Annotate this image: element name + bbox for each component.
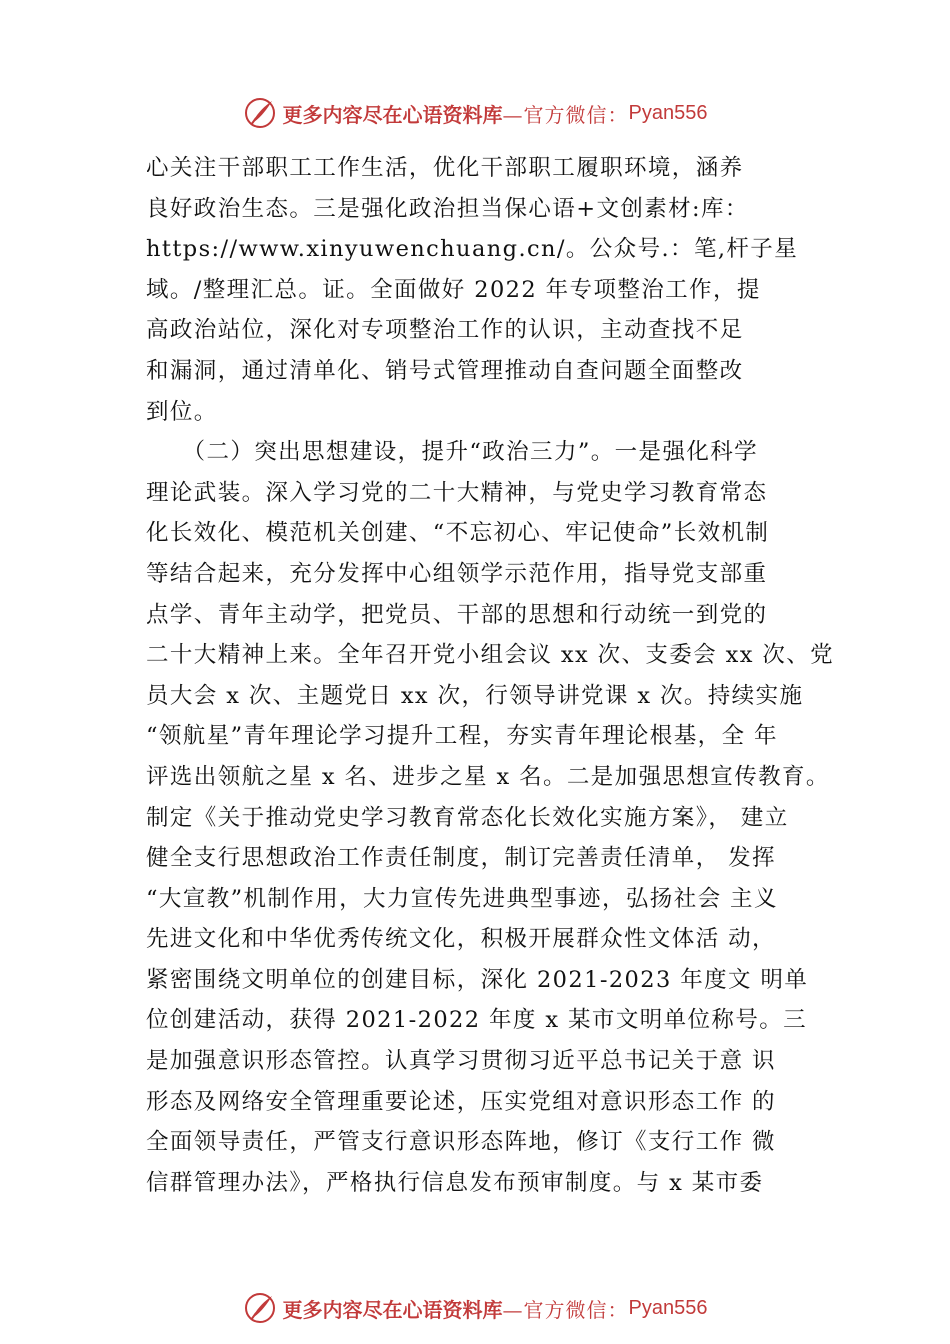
body-line: 全面领导责任，严管支行意识形态阵地，修订《支行工作 微 [146,1129,776,1156]
body-line: 信群管理办法》，严格执行信息发布预审制度。与 x 某市委 [146,1169,764,1196]
body-line: “大宣教”机制作用，大力宣传先进典型事迹，弘扬社会 主义 [146,885,778,912]
body-line: 紧密围绕文明单位的创建目标，深化 2021-2023 年度文 明单 [146,966,809,993]
body-line: 等结合起来，充分发挥中心组领学示范作用，指导党支部重 [146,560,768,587]
body-line: 是加强意识形态管控。认真学习贯彻习近平总书记关于意 识 [146,1048,776,1075]
body-line: 健全支行思想政治工作责任制度，制订完善责任清单， 发挥 [146,845,776,872]
body-line: 和漏洞，通过清单化、销号式管理推动自查问题全面整改 [146,357,744,384]
footer-watermark-prefix: 更多内容尽在心语资料库 [282,1297,503,1322]
header-watermark [0,96,950,130]
body-line: 心关注干部职工工作生活，优化干部职工履职环境，涵养 [146,155,744,181]
body-line: https://www.xinyuwenchuang.cn/。公众号.：笔,杆子星 [146,236,799,263]
footer-watermark-account: Pyan556 [628,1296,708,1319]
body-line: 制定《关于推动党史学习教育常态化长效化实施方案》， 建立 [146,804,789,831]
body-line: 形态及网络安全管理重要论述，压实党组对意识形态工作 的 [146,1088,776,1115]
body-line: 良好政治生态。三是强化政治担当保心语+文创素材:库： [146,195,749,222]
document-body [146,148,866,1203]
body-line: 域。/整理汇总。证。全面做好 2022 年专项整治工作，提 [146,276,761,303]
header-watermark-prefix: 更多内容尽在心语资料库 [282,102,503,127]
header-watermark-middle: —官方微信： [502,102,629,127]
body-line: （二）突出思想建设，提升“政治三力”。一是强化科学 [146,439,759,466]
footer-watermark-middle: —官方微信： [502,1297,629,1322]
body-line: 评选出领航之星 x 名、进步之星 x 名。二是加强思想宣传教育。 [146,763,830,790]
body-line: 点学、青年主动学，把党员、干部的思想和行动统一到党的 [146,601,768,628]
body-line: 二十大精神上来。全年召开党小组会议 xx 次、支委会 xx 次、党 [146,642,835,669]
body-line: 高政治站位，深化对专项整治工作的认识，主动查找不足 [146,317,744,344]
quill-logo-icon [243,1291,277,1325]
body-line: 位创建活动，获得 2021-2022 年度 x 某市文明单位称号。三 [146,1007,808,1034]
body-line: 化长效化、模范机关创建、“不忘初心、牢记使命”长效机制 [146,520,770,547]
body-line: 员大会 x 次、主题党日 xx 次，行领导讲党课 x 次。持续实施 [146,682,804,709]
quill-logo-icon [243,96,277,130]
body-line: 先进文化和中华优秀传统文化，积极开展群众性文体活 动， [146,926,776,953]
header-watermark-account: Pyan556 [628,101,708,124]
body-line: 到位。 [146,398,218,425]
body-line: “领航星”青年理论学习提升工程，夯实青年理论根基，全 年 [146,723,778,750]
body-line: 理论武装。深入学习党的二十大精神，与党史学习教育常态 [146,479,768,506]
footer-watermark [0,1291,950,1325]
